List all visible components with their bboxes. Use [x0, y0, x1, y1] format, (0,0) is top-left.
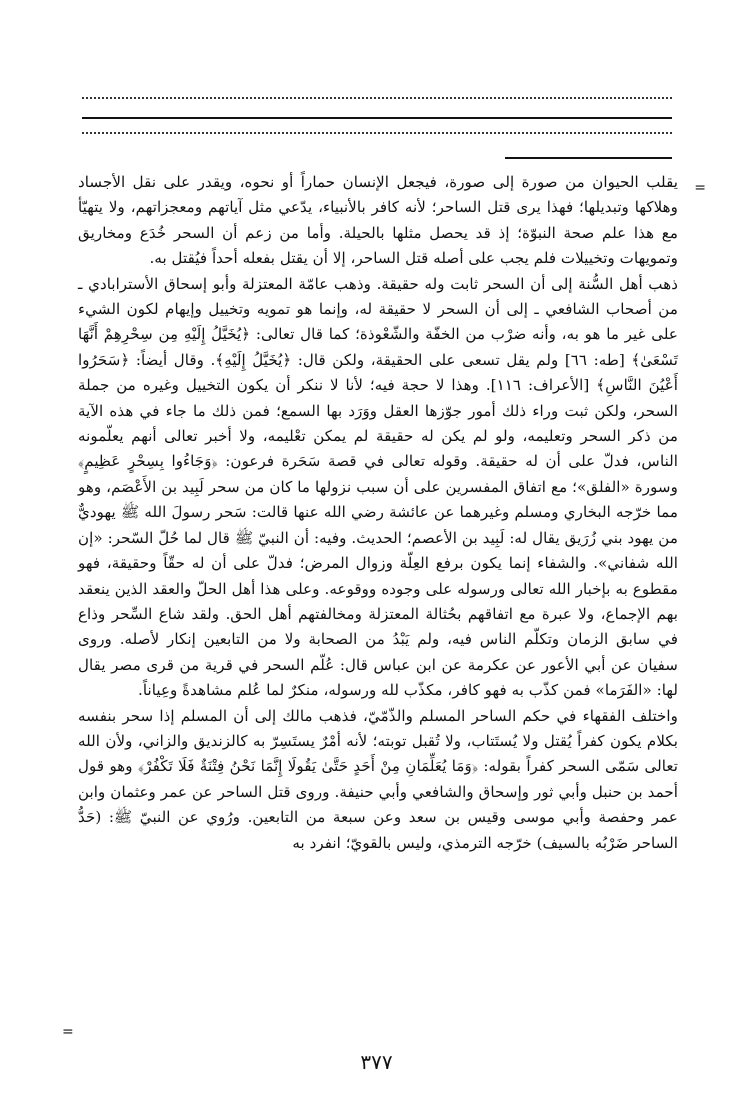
horizontal-rule [82, 117, 672, 119]
footnote-rule [505, 157, 672, 159]
footnote-text [78, 170, 678, 856]
dotted-separator-top [82, 97, 672, 99]
paragraph: واختلف الفقهاء في حكم الساحر المسلم والذّمّيّ، فذهب مالك إلى أن المسلم إذا سحر بنفسه بكلام يكون كفراً يُقتل ولا يُستَتاب، ولا تُقبل توبته؛ لأنه أمْرٌ يستَسِرّ به كالزنديق والزاني، ولأن الله تعالى سَمّى السحر كفراً بقوله: ﴿وَمَا يُعَلِّمَانِ مِنْ أَحَدٍ حَتَّىٰ يَقُولَا إِنَّمَا نَحْنُ فِتْنَةٌ فَلَا تَكْفُرْ﴾ وهو قول أحمد بن حنبل وأبي ثور وإسحاق والشافعي وأبي حنيفة. وروى قتل الساحر عن عمر وعثمان وابن عمر وحفصة وأبي موسى وقيس بن سعد وعن سبعة من التابعين. ورُوي عن النبيّ ﷺ: (حَدُّ الساحر ضَرْبُه بالسيف) خرّجه الترمذي، وليس بالقويّ؛ انفرد به [78, 706, 678, 852]
dotted-separator-bottom [82, 132, 672, 134]
paragraph: يقلب الحيوان من صورة إلى صورة، فيجعل الإنسان حماراً أو نحوه، ويقدر على نقل الأجساد وهلاكها وتبديلها؛ فهذا يرى قتل الساحر؛ لأنه كافر بالأنبياء، يدّعي مثل آياتهم ومعجزاتهم، ولا يتهيّأ مع هذا علم صحة النبوّة؛ إذ قد يحصل مثلها بالحيلة. وأما من زعم أن السحر خُدَع ومخاريق وتمويهات وتخييلات فلم يجب على أصله قتل الساحر، إلا أن يقتل بفعله أحداً فيُقتل به. [78, 173, 678, 268]
page-number: ٣٧٧ [360, 1050, 393, 1074]
continuation-mark-bottom: = [62, 1024, 74, 1040]
paragraph: ذهب أهل السُّنة إلى أن السحر ثابت وله حقيقة. وذهب عامّة المعتزلة وأبو إسحاق الأسترابادي ـ من أصحاب الشافعي ـ إلى أن السحر لا حقيقة له، وإنما هو تمويه وتخييل وإيهام لكون الشيء على غير ما هو به، وأنه ضرْب من الخفّة والشّعْوذة؛ كما قال تعالى: ﴿يُخَيَّلُ إِلَيْهِ مِن سِحْرِهِمْ أَنَّهَا تَسْعَىٰ﴾ [طه: ٦٦] ولم يقل تسعى على الحقيقة، ولكن قال: ﴿يُخَيَّلُ إِلَيْهِ﴾. وقال أيضاً: ﴿سَحَرُوا أَعْيُنَ النَّاسِ﴾ [الأعراف: ١١٦]. وهذا لا حجة فيه؛ لأنا لا ننكر أن يكون التخييل وغيره من جملة السحر، ولكن ثبت وراء ذلك أمور جوّزها العقل ووَرَد بها السمع؛ فمن ذلك ما جاء في هذه الآية من ذكر السحر وتعليمه، ولو لم يكن له حقيقة لم يمكن تعْليمه، ولا أخبر تعالى أنهم يعلّمونه الناس، فدلّ على أن له حقيقة. وقوله تعالى في قصة سَحَرة فرعون: ﴿وَجَاءُوا بِسِحْرٍ عَظِيمٍ﴾ وسورة «الفلق»؛ مع اتفاق المفسرين على أن سبب نزولها ما كان من سحر لَبِيد بن الأَعْصَم، وهو مما خرّجه البخاري ومسلم وغيرهما عن عائشة رضي الله عنها قالت: سَحر رسولَ الله ﷺ يهوديٌّ من يهود بني زُرَيق يقال له: لَبِيد بن الأعصم؛ الحديث. وفيه: أن النبيّ ﷺ قال لما حُلّ السّحر: «إن الله شفاني». والشفاء إنما يكون برفع العِلّة وزوال المرض؛ فدلّ على أن له حقّاً وحقيقة، فهو مقطوع به بإخبار الله تعالى ورسوله على وجوده ووقوعه. وعلى هذا أهل الحلّ والعقد الذين ينعقد بهم الإجماع، ولا عبرة مع اتفاقهم بحُثالة المعتزلة ومخالفتهم أهل الحق. ولقد شاع السِّحر وذاع في سابق الزمان وتكلّم الناس فيه، ولم يَبْدُ من الصحابة ولا من التابعين إنكار لأصله. وروى سفيان عن أبي الأعور عن عكرمة عن ابن عباس قال: عُلّم السحر في قرية من قرى مصر يقال لها: «الفَرَما» فمن كذّب به فهو كافر، مكذّب لله ورسوله، منكرٌ لما عُلم مشاهدةً وعِياناً. [78, 274, 679, 700]
continuation-mark-top: = [694, 180, 706, 196]
